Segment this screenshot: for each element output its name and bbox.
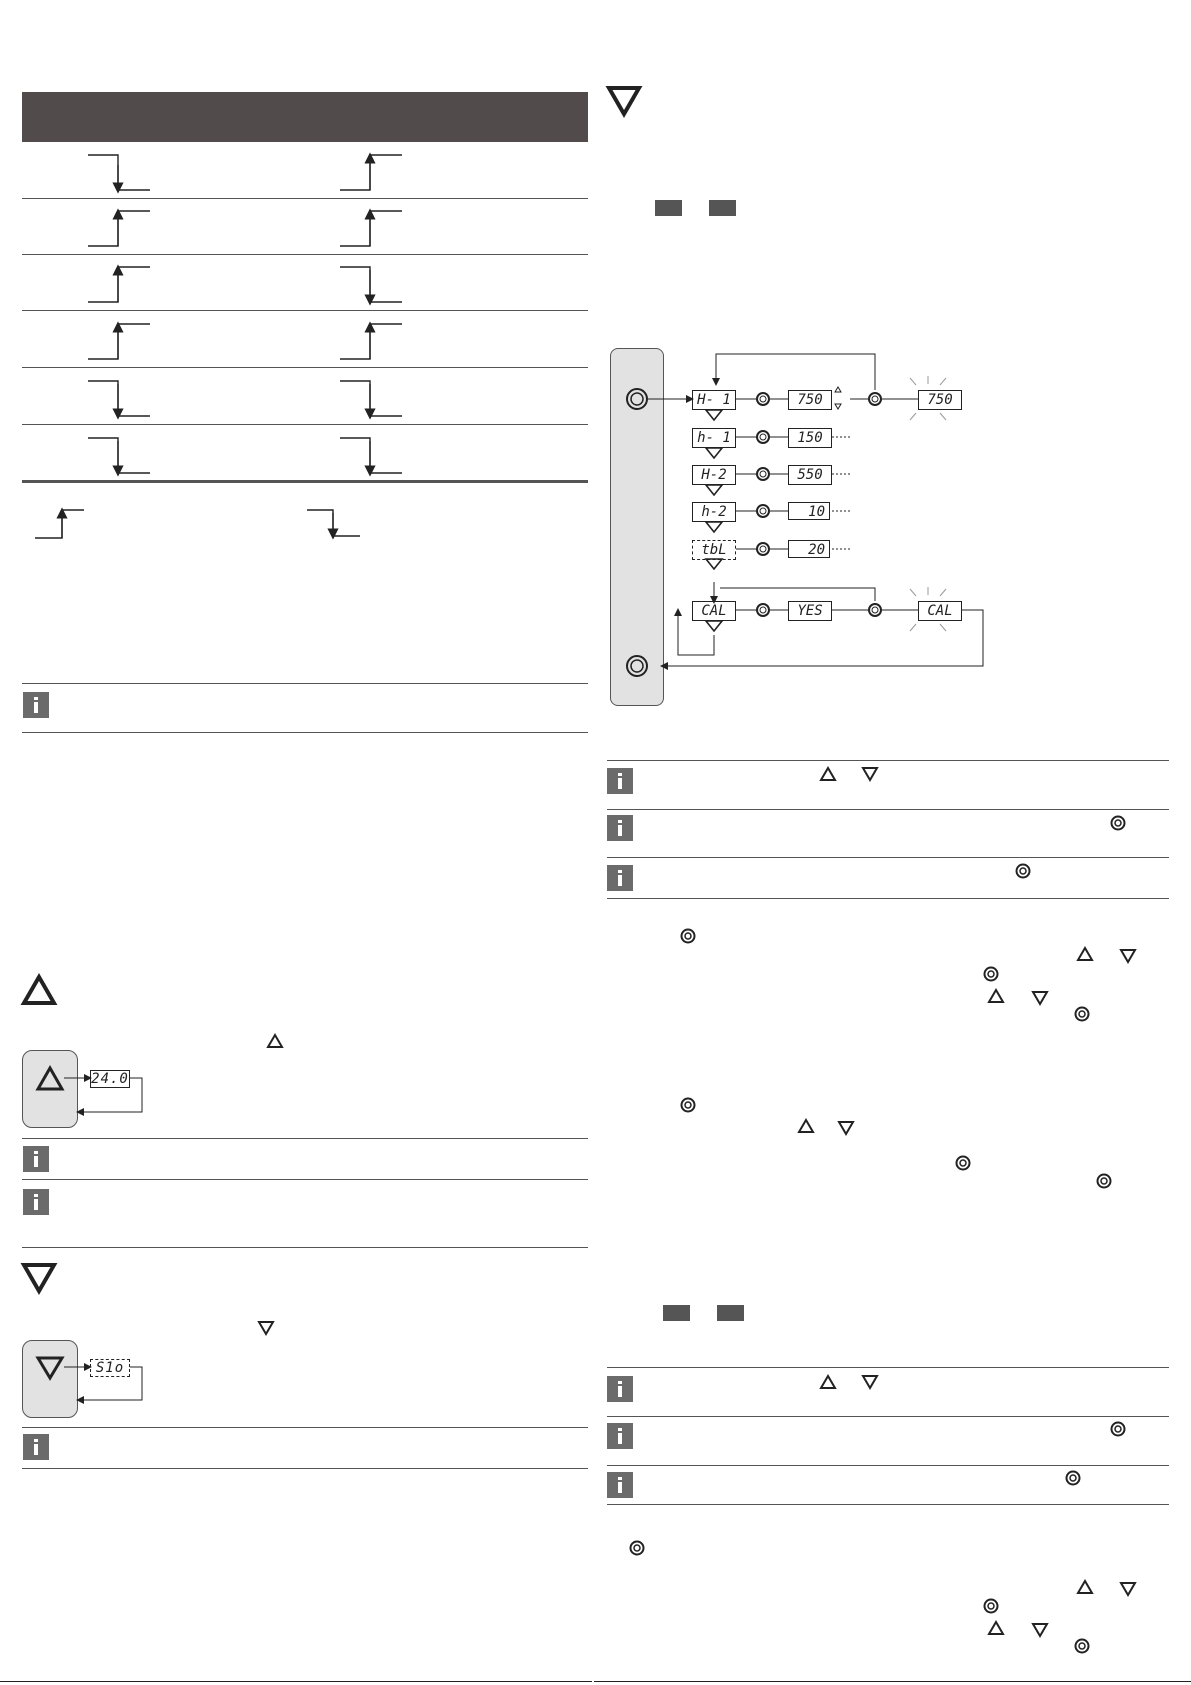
param-display-tbl: tbL bbox=[692, 540, 736, 560]
param-display-h1: H- 1 bbox=[692, 390, 736, 410]
value-display: 20 bbox=[788, 540, 830, 558]
value-display-yes: YES bbox=[788, 601, 832, 621]
footer-rule bbox=[594, 1681, 1191, 1682]
param-display-cal: CAL bbox=[692, 601, 736, 621]
param-display: H-2 bbox=[692, 465, 736, 485]
param-display: h- 1 bbox=[692, 428, 736, 448]
value-display: 10 bbox=[788, 502, 830, 520]
value-display: 550 bbox=[788, 465, 832, 485]
value-display: 150 bbox=[788, 428, 832, 448]
value-display-750: 750 bbox=[788, 390, 832, 410]
up-display: 24.0 bbox=[91, 1071, 129, 1087]
param-display-cal-blink: CAL bbox=[918, 601, 962, 621]
param-display: h-2 bbox=[692, 502, 736, 522]
value-display-750-blink: 750 bbox=[918, 390, 962, 410]
down-display: S1o bbox=[90, 1359, 130, 1377]
